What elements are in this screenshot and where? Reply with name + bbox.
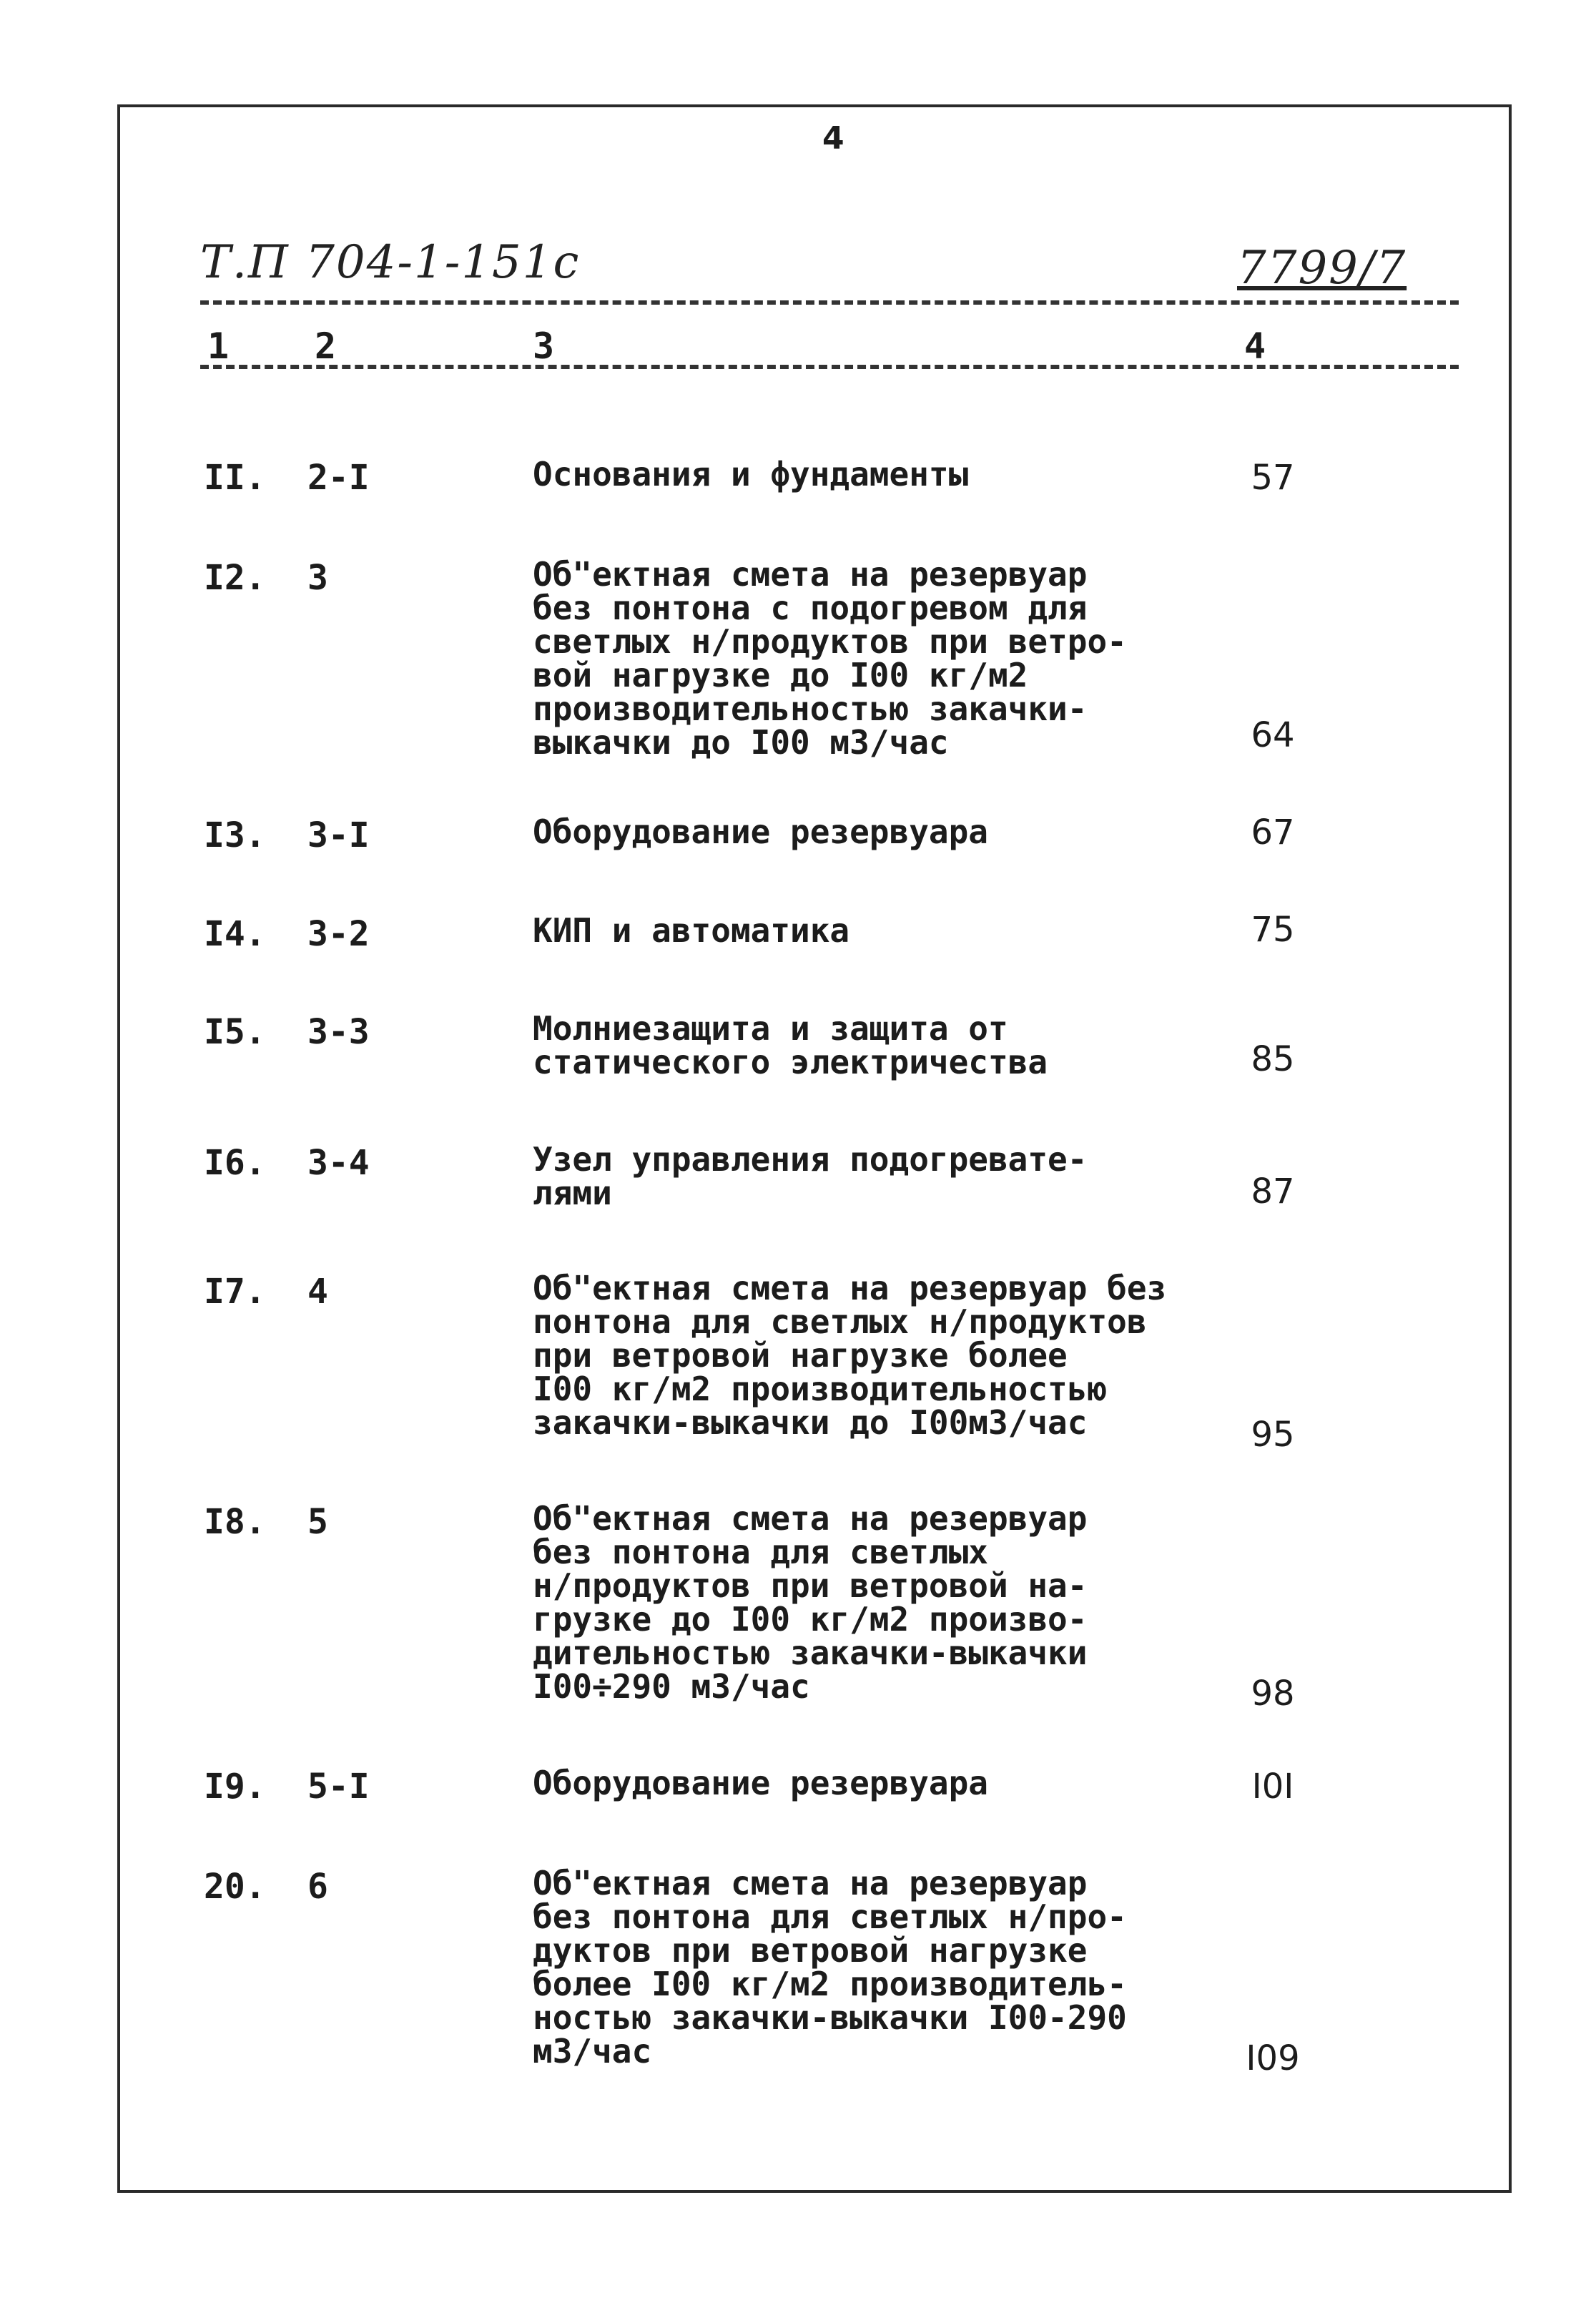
row-page: 95 <box>1251 1415 1295 1455</box>
row-code: 6 <box>307 1867 328 1907</box>
row-page: 98 <box>1251 1674 1295 1714</box>
row-code: 2-I <box>307 458 370 498</box>
row-number: I3. <box>204 815 266 855</box>
row-title: Узел управления подогревате- лями <box>533 1140 1088 1212</box>
row-title: Оборудование резервуара <box>533 1764 988 1802</box>
row-page: 75 <box>1251 910 1295 950</box>
row-code: 5 <box>307 1502 328 1542</box>
row-title: Об"ектная смета на резервуар без понтона для светлых н/продуктов при ветровой нагрузке более I00 кг/м2 производительностью закачки-выкачки до I00м3/час <box>533 1269 1167 1442</box>
row-code: 3-3 <box>307 1012 370 1052</box>
row-title: Об"ектная смета на резервуар без понтона для светлых н/про- дуктов при ветровой нагрузке более I00 кг/м2 производитель- ностью закачки-выкачки I00-290 м3/час <box>533 1864 1127 2071</box>
row-code: 3 <box>307 558 328 598</box>
row-code: 3-I <box>307 815 370 855</box>
row-code: 3-4 <box>307 1143 370 1183</box>
column-header-2: 2 <box>315 325 337 367</box>
row-code: 4 <box>307 1272 328 1312</box>
column-header-1: 1 <box>207 325 230 367</box>
header-divider-bottom <box>200 365 1459 369</box>
row-title: Основания и фундаменты <box>533 455 969 493</box>
row-page: I09 <box>1246 2038 1300 2078</box>
row-number: I7. <box>204 1272 266 1312</box>
row-title: Оборудование резервуара <box>533 812 988 851</box>
row-title: Молниезащита и защита от статического электричества <box>533 1009 1048 1081</box>
row-code: 3-2 <box>307 914 370 954</box>
row-page: 85 <box>1251 1039 1295 1079</box>
row-number: I5. <box>204 1012 266 1052</box>
row-page: 57 <box>1251 458 1295 498</box>
row-number: 20. <box>204 1867 266 1907</box>
document-code: Т.П 704-1-151с <box>200 236 581 289</box>
row-page: I0I <box>1251 1767 1294 1807</box>
header-divider-top <box>200 300 1459 305</box>
row-page: 64 <box>1251 715 1295 755</box>
row-title: Об"ектная смета на резервуар без понтона с подогревом для светлых н/продуктов при ветро- вой нагрузке до I00 кг/м2 производительностью закачки- выкачки до I00 м3/час <box>533 555 1127 762</box>
column-header-4: 4 <box>1244 325 1266 367</box>
row-number: I9. <box>204 1767 266 1807</box>
row-code: 5-I <box>307 1767 370 1807</box>
row-number: I8. <box>204 1502 266 1542</box>
row-page: 87 <box>1251 1172 1295 1212</box>
row-number: I2. <box>204 558 266 598</box>
album-code: 7799/7 <box>1237 242 1407 295</box>
row-title: Об"ектная смета на резервуар без понтона для светлых н/продуктов при ветровой на- грузке до I00 кг/м2 произво- дительностью закачки-выкачки I00÷290 м3/час <box>533 1499 1088 1706</box>
page-number: 4 <box>822 120 844 157</box>
row-number: I6. <box>204 1143 266 1183</box>
row-page: 67 <box>1251 812 1295 853</box>
row-number: II. <box>204 458 266 498</box>
column-header-3: 3 <box>533 325 555 367</box>
row-title: КИП и автоматика <box>533 911 850 950</box>
row-number: I4. <box>204 914 266 954</box>
